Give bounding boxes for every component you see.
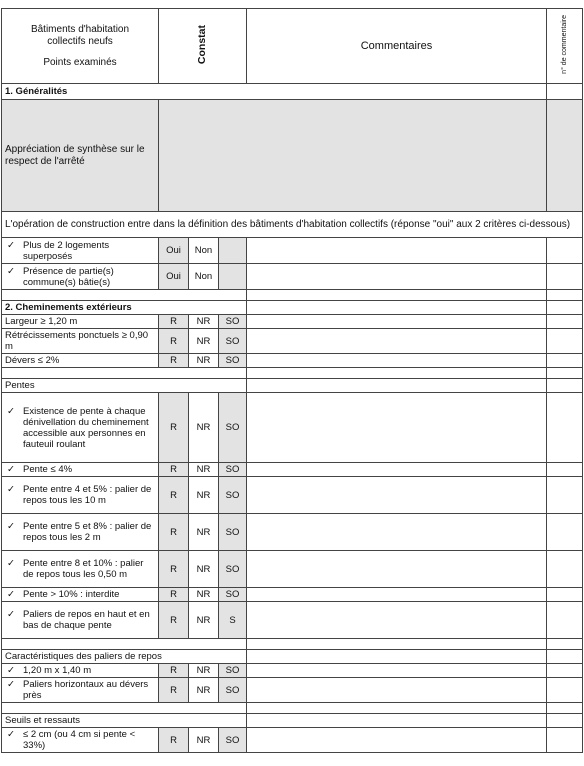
comment-number-cell[interactable]	[547, 477, 583, 514]
header-constat: Constat	[196, 24, 208, 65]
comment-cell[interactable]	[247, 463, 547, 477]
criterion-cell	[2, 588, 159, 602]
criterion-label: ≤ 2 cm (ou 4 cm si pente < 33%)	[23, 729, 136, 751]
blank-cell	[2, 290, 247, 301]
option-so[interactable]: SO	[219, 463, 247, 477]
comment-cell[interactable]	[247, 728, 547, 753]
header-num-commentaire: n° de commentaire	[560, 15, 568, 74]
option-so[interactable]: SO	[219, 728, 247, 753]
option-nr[interactable]: NR	[189, 315, 219, 329]
criterion-cell	[2, 463, 159, 477]
criterion-label: 1,20 m x 1,40 m	[23, 665, 92, 676]
option-so[interactable]: SO	[219, 315, 247, 329]
criterion-row	[2, 315, 583, 329]
comment-number-cell[interactable]	[547, 354, 583, 368]
check-mark-icon: ✓	[7, 609, 15, 620]
check-row	[2, 664, 583, 678]
comment-number-cell[interactable]	[547, 588, 583, 602]
check-row	[2, 514, 583, 551]
blank-cell	[547, 84, 583, 100]
comment-number-cell[interactable]	[547, 639, 583, 650]
comment-cell[interactable]	[247, 678, 547, 703]
criterion-cell	[2, 238, 159, 264]
option-nr[interactable]: NR	[189, 514, 219, 551]
criterion-cell	[2, 602, 159, 639]
comment-cell[interactable]	[247, 368, 547, 379]
criterion-label: Rétrécissements ponctuels ≥ 0,90 m	[2, 329, 159, 354]
check-mark-icon: ✓	[7, 665, 15, 676]
check-row	[2, 551, 583, 588]
option-r[interactable]: R	[159, 728, 189, 753]
criterion-cell	[2, 551, 159, 588]
criterion-cell	[2, 264, 159, 290]
option-so[interactable]: SO	[219, 588, 247, 602]
criterion-label: Pente entre 8 et 10% : palier de repos tous les 0,50 m	[23, 558, 144, 580]
option-nr[interactable]: NR	[189, 393, 219, 463]
header-commentaires: Commentaires	[247, 9, 547, 84]
option-nr[interactable]: NR	[189, 354, 219, 368]
criterion-label: Pente entre 4 et 5% : palier de repos tous les 10 m	[23, 484, 152, 506]
comment-number-cell[interactable]	[547, 301, 583, 315]
subsection-row	[2, 714, 583, 728]
synthese-row	[2, 100, 583, 212]
option-r[interactable]: R	[159, 315, 189, 329]
header-subtitle: Points examinés	[43, 56, 117, 68]
check-mark-icon: ✓	[7, 405, 15, 417]
spacer-row	[2, 639, 583, 650]
option-so[interactable]: SO	[219, 354, 247, 368]
comment-cell[interactable]	[247, 477, 547, 514]
criterion-label: Pente > 10% : interdite	[23, 589, 120, 600]
comment-number-cell[interactable]	[547, 368, 583, 379]
comment-number-cell[interactable]	[547, 290, 583, 301]
comment-number-cell[interactable]	[547, 264, 583, 290]
comment-cell[interactable]	[247, 315, 547, 329]
comment-cell[interactable]	[247, 551, 547, 588]
definition-row	[2, 212, 583, 238]
check-row	[2, 264, 583, 290]
criterion-label: Paliers de repos en haut et en bas de chaque pente	[23, 609, 150, 631]
criterion-label: Plus de 2 logements superposés	[23, 239, 110, 262]
option-r[interactable]: R	[159, 354, 189, 368]
section-row	[2, 84, 583, 100]
comment-cell[interactable]	[247, 714, 547, 728]
comment-cell[interactable]	[247, 329, 547, 354]
check-mark-icon: ✓	[7, 464, 15, 475]
synthese-num[interactable]	[547, 100, 583, 212]
comment-cell[interactable]	[247, 514, 547, 551]
check-mark-icon: ✓	[7, 521, 15, 532]
blank-cell	[2, 639, 247, 650]
comment-number-cell[interactable]	[547, 678, 583, 703]
option-so[interactable]: S	[219, 602, 247, 639]
criterion-cell	[2, 393, 159, 463]
comment-cell[interactable]	[247, 238, 547, 264]
check-mark-icon: ✓	[7, 239, 15, 251]
check-mark-icon: ✓	[7, 729, 15, 740]
option-r[interactable]: R	[159, 678, 189, 703]
option-r[interactable]: R	[159, 514, 189, 551]
comment-cell[interactable]	[247, 290, 547, 301]
comment-number-cell[interactable]	[547, 703, 583, 714]
header-num-cell	[547, 9, 583, 84]
criterion-label: Pente ≤ 4%	[23, 464, 73, 475]
criterion-row	[2, 329, 583, 354]
comment-cell[interactable]	[247, 602, 547, 639]
comment-number-cell[interactable]	[547, 650, 583, 664]
check-row	[2, 393, 583, 463]
subsection-row	[2, 650, 583, 664]
comment-number-cell[interactable]	[547, 602, 583, 639]
header-title-line2: collectifs neufs	[47, 35, 113, 47]
check-row	[2, 728, 583, 753]
option-nr[interactable]: NR	[189, 678, 219, 703]
criterion-label: Présence de partie(s) commune(s) bâtie(s)	[23, 265, 114, 288]
synthese-label: Appréciation de synthèse sur le respect de l'arrêté	[2, 100, 159, 212]
comment-cell[interactable]	[247, 650, 547, 664]
comment-cell[interactable]	[247, 393, 547, 463]
subsection-title-seuils: Seuils et ressauts	[2, 714, 247, 728]
check-row	[2, 588, 583, 602]
blank-cell	[2, 703, 247, 714]
comment-cell[interactable]	[247, 301, 547, 315]
criterion-cell	[2, 664, 159, 678]
check-mark-icon: ✓	[7, 484, 15, 495]
comment-number-cell[interactable]	[547, 238, 583, 264]
subsection-row	[2, 301, 583, 315]
blank-cell	[2, 368, 247, 379]
check-mark-icon: ✓	[7, 265, 15, 277]
header-row	[2, 9, 583, 84]
option-so[interactable]: SO	[219, 393, 247, 463]
comment-cell[interactable]	[247, 639, 547, 650]
comment-number-cell[interactable]	[547, 664, 583, 678]
definition-text: L'opération de construction entre dans la définition des bâtiments d'habitation collectifs (réponse "oui" aux 2 critères ci-dessous)	[2, 212, 583, 238]
check-row	[2, 477, 583, 514]
option-nr[interactable]: Non	[189, 238, 219, 264]
criterion-label: Dévers ≤ 2%	[2, 354, 159, 368]
comment-cell[interactable]	[247, 703, 547, 714]
option-nr[interactable]: NR	[189, 602, 219, 639]
subsection-row	[2, 379, 583, 393]
option-so[interactable]	[219, 238, 247, 264]
option-r[interactable]: R	[159, 393, 189, 463]
option-r[interactable]: R	[159, 602, 189, 639]
comment-cell[interactable]	[247, 264, 547, 290]
option-r[interactable]: R	[159, 588, 189, 602]
option-r[interactable]: R	[159, 664, 189, 678]
option-so[interactable]: SO	[219, 514, 247, 551]
subsection-title-paliers: Caractéristiques des paliers de repos	[2, 650, 247, 664]
check-mark-icon: ✓	[7, 679, 15, 690]
spacer-row	[2, 703, 583, 714]
check-row	[2, 238, 583, 264]
option-r[interactable]: R	[159, 551, 189, 588]
criterion-label: Largeur ≥ 1,20 m	[2, 315, 159, 329]
comment-number-cell[interactable]	[547, 329, 583, 354]
audit-table	[1, 8, 583, 753]
criterion-label: Existence de pente à chaque dénivellation du cheminement accessible aux personnes en fauteuil roulant	[23, 405, 149, 450]
header-title-cell	[2, 9, 159, 84]
comment-number-cell[interactable]	[547, 463, 583, 477]
comment-cell[interactable]	[247, 664, 547, 678]
header-title-line1: Bâtiments d'habitation	[30, 23, 130, 35]
criterion-cell	[2, 678, 159, 703]
option-so[interactable]: SO	[219, 678, 247, 703]
subsection-title-pentes: Pentes	[2, 379, 247, 393]
comment-number-cell[interactable]	[547, 393, 583, 463]
option-r[interactable]: R	[159, 463, 189, 477]
option-so[interactable]: SO	[219, 551, 247, 588]
option-nr[interactable]: NR	[189, 551, 219, 588]
option-nr[interactable]: NR	[189, 329, 219, 354]
option-so[interactable]: SO	[219, 664, 247, 678]
option-nr[interactable]: NR	[189, 477, 219, 514]
criterion-cell	[2, 728, 159, 753]
option-r[interactable]: Oui	[159, 264, 189, 290]
comment-number-cell[interactable]	[547, 551, 583, 588]
criterion-cell	[2, 477, 159, 514]
section-title-cheminements: 2. Cheminements extérieurs	[2, 301, 247, 315]
option-nr[interactable]: NR	[189, 588, 219, 602]
comment-cell[interactable]	[247, 588, 547, 602]
criterion-label: Pente entre 5 et 8% : palier de repos tous les 2 m	[23, 521, 152, 543]
check-mark-icon: ✓	[7, 589, 15, 600]
option-so[interactable]: SO	[219, 329, 247, 354]
comment-cell[interactable]	[247, 379, 547, 393]
option-r[interactable]: R	[159, 329, 189, 354]
criterion-cell	[2, 514, 159, 551]
option-nr[interactable]: NR	[189, 664, 219, 678]
option-nr[interactable]: NR	[189, 463, 219, 477]
criterion-label: Paliers horizontaux au dévers près	[23, 679, 149, 701]
option-nr[interactable]: Non	[189, 264, 219, 290]
comment-number-cell[interactable]	[547, 379, 583, 393]
section-title-generalites: 1. Généralités	[2, 84, 547, 100]
spacer-row	[2, 290, 583, 301]
header-constat-cell	[159, 9, 247, 84]
synthese-input[interactable]	[159, 100, 547, 212]
comment-number-cell[interactable]	[547, 714, 583, 728]
check-row	[2, 602, 583, 639]
option-r[interactable]: Oui	[159, 238, 189, 264]
spacer-row	[2, 368, 583, 379]
check-row	[2, 678, 583, 703]
option-so[interactable]	[219, 264, 247, 290]
comment-number-cell[interactable]	[547, 514, 583, 551]
option-so[interactable]: SO	[219, 477, 247, 514]
option-r[interactable]: R	[159, 477, 189, 514]
check-row	[2, 463, 583, 477]
comment-cell[interactable]	[247, 354, 547, 368]
criterion-row	[2, 354, 583, 368]
check-mark-icon: ✓	[7, 558, 15, 569]
comment-number-cell[interactable]	[547, 728, 583, 753]
comment-number-cell[interactable]	[547, 315, 583, 329]
option-nr[interactable]: NR	[189, 728, 219, 753]
